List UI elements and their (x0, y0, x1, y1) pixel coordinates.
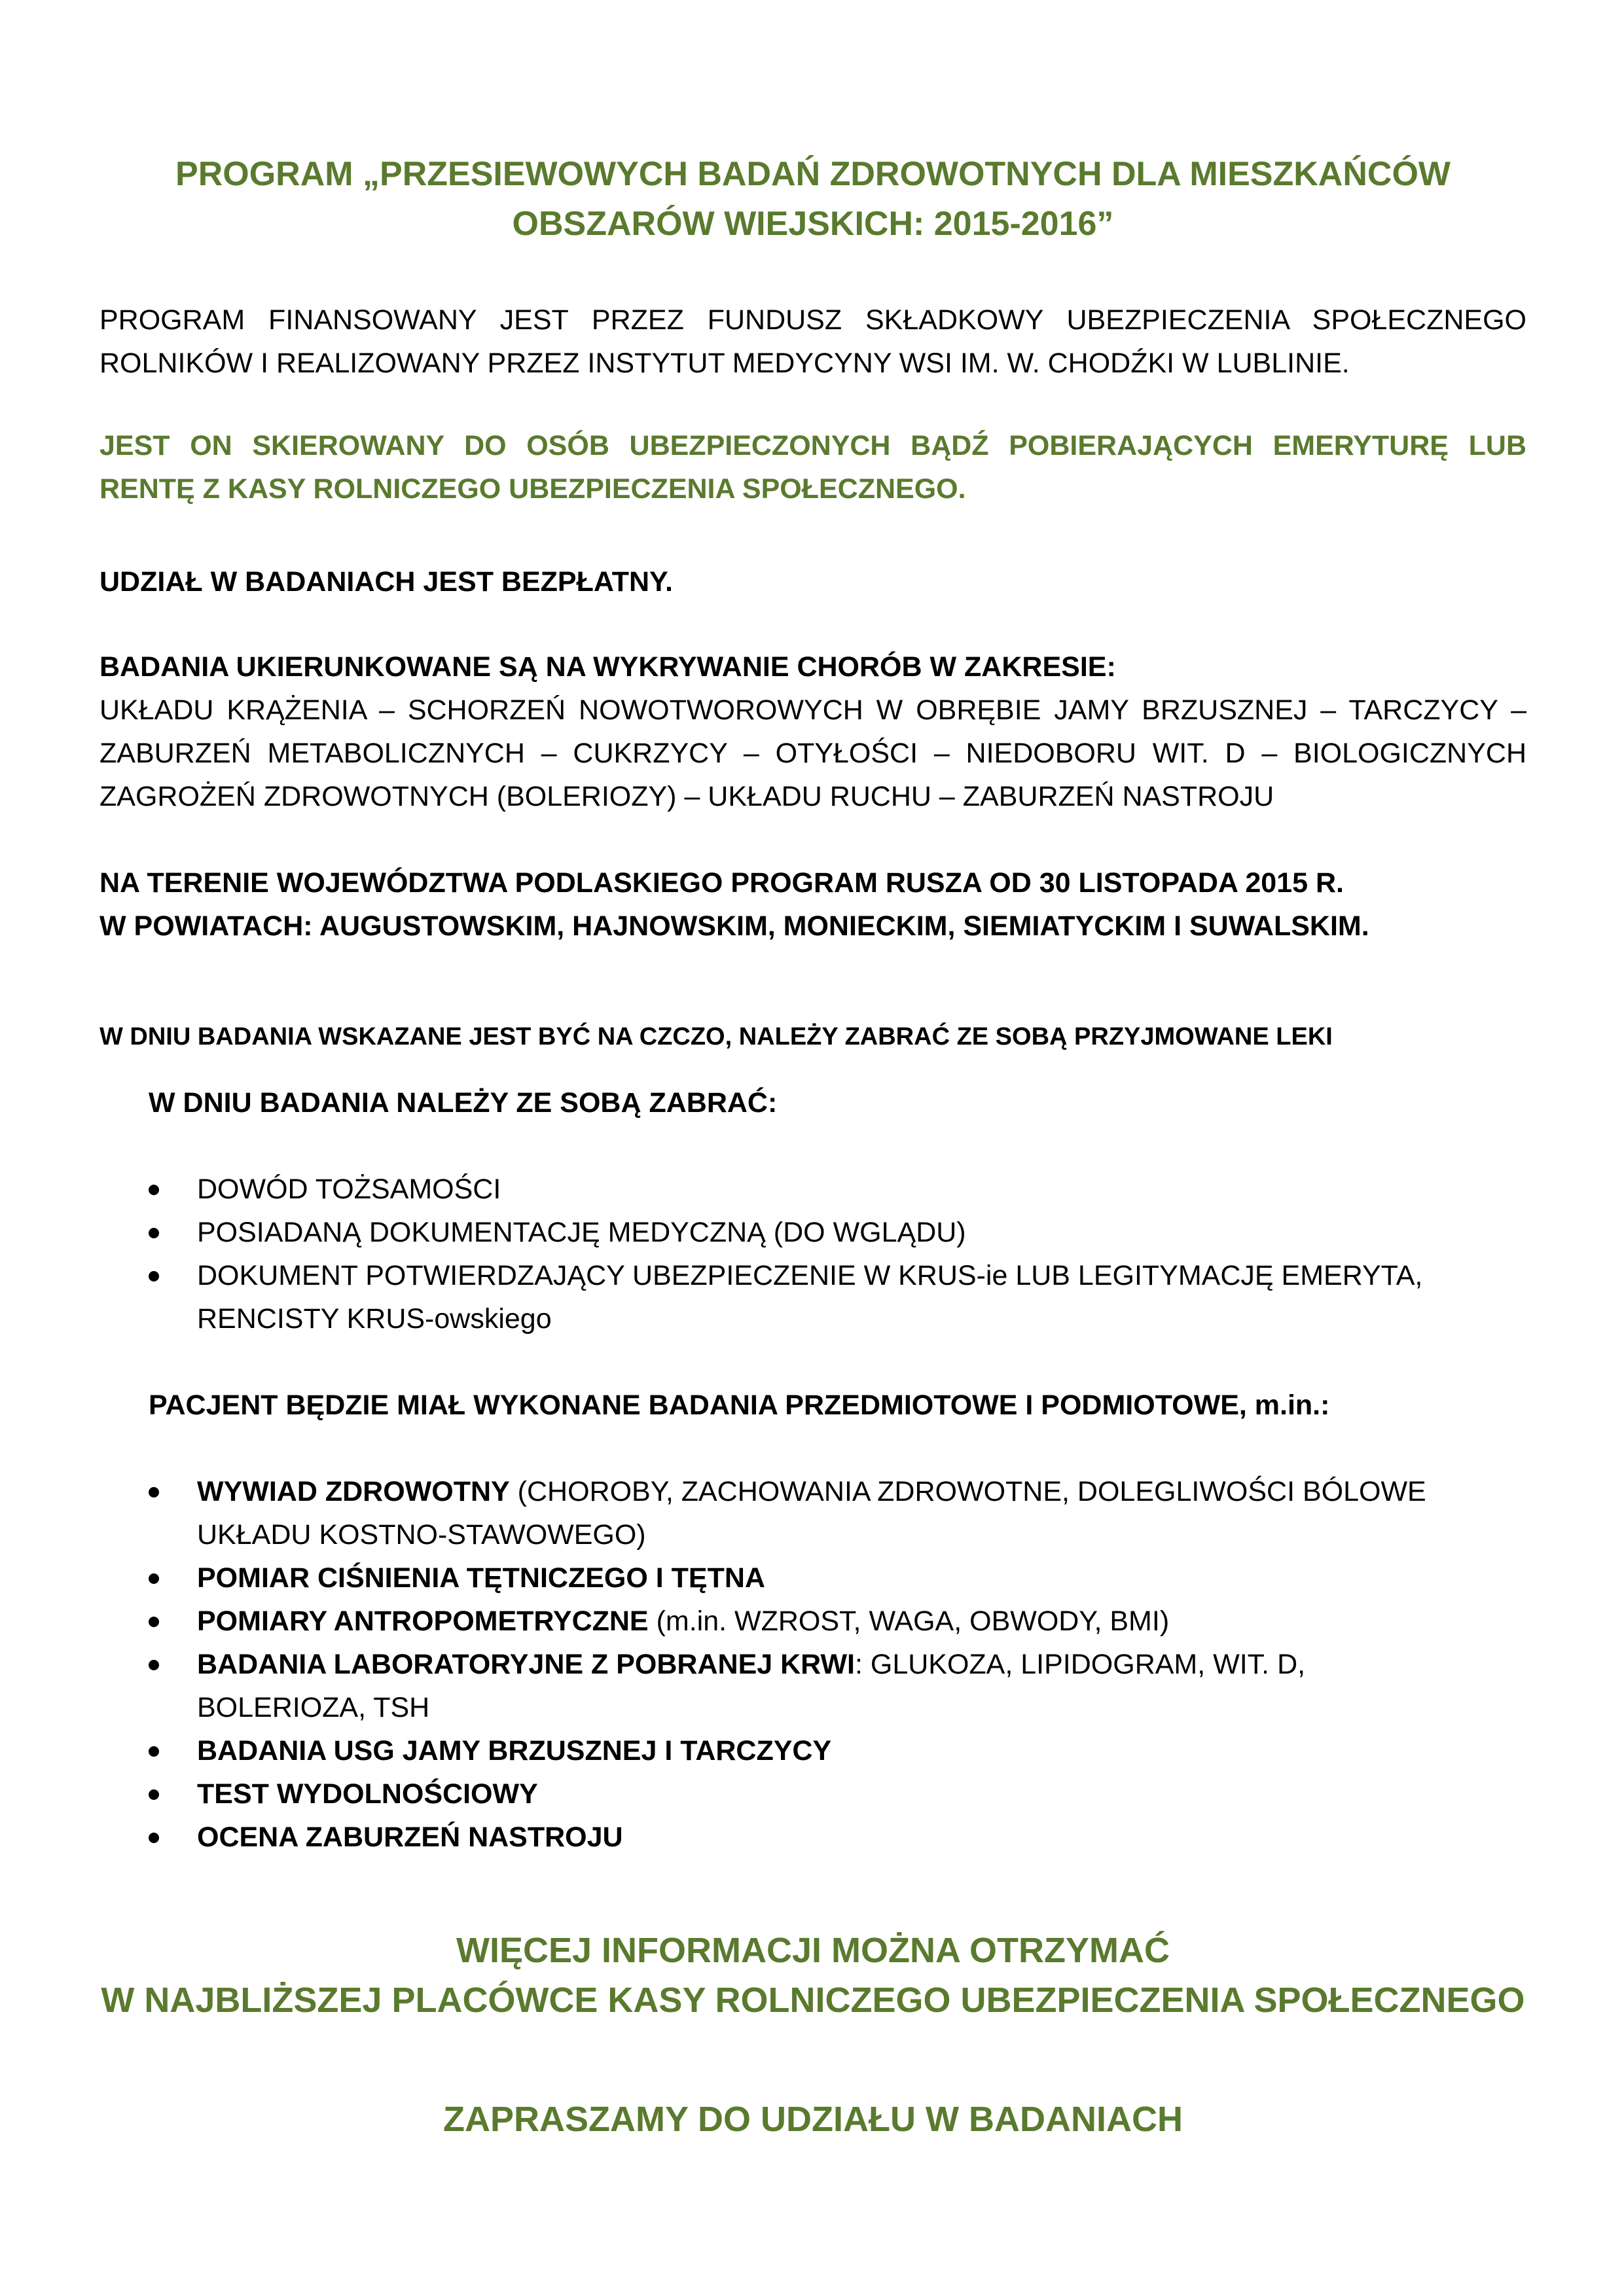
bullet-icon (149, 1789, 159, 1800)
diseases-heading: BADANIA UKIERUNKOWANE SĄ NA WYKRYWANIE CHORÓB W ZAKRESIE: (99, 651, 1116, 683)
list-item-text-continued: RENCISTY KRUS-owskiego (197, 1303, 552, 1335)
more-info-line-2: W NAJBLIŻSZEJ PLACÓWCE KASY ROLNICZEGO UBEZPIECZENIA SPOŁECZNEGO (101, 1981, 1525, 2020)
list-item-text: DOWÓD TOŻSAMOŚCI (197, 1174, 501, 1205)
target-paragraph (99, 424, 1526, 511)
region-line-1: NA TERENIE WOJEWÓDZTWA PODLASKIEGO PROGRAM RUSZA OD 30 LISTOPADA 2015 R. (99, 867, 1344, 899)
list-item-text: POSIADANĄ DOKUMENTACJĘ MEDYCZNĄ (DO WGLĄDU) (197, 1217, 966, 1248)
bring-heading: W DNIU BADANIA NALEŻY ZE SOBĄ ZABRAĆ: (149, 1087, 778, 1119)
diseases-line-1: UKŁADU KRĄŻENIA – SCHORZEŃ NOWOTWOROWYCH W OBRĘBIE JAMY BRZUSZNEJ – TARCZYCY – (99, 694, 1526, 726)
list-item (149, 1600, 1523, 1643)
bullet-icon (149, 1746, 159, 1757)
exams-list (149, 1470, 1523, 1859)
bullet-icon (149, 1617, 159, 1627)
list-item (149, 1643, 1523, 1729)
exam-name: BADANIA LABORATORYJNE Z POBRANEJ KRWI (197, 1649, 855, 1680)
exam-detail: : GLUKOZA, LIPIDOGRAM, WIT. D, (854, 1649, 1306, 1680)
exam-detail-continued: UKŁADU KOSTNO-STAWOWEGO) (197, 1519, 646, 1551)
list-item (149, 1211, 1523, 1254)
title-line-1: PROGRAM „PRZESIEWOWYCH BADAŃ ZDROWOTNYCH DLA MIESZKAŃCÓW (175, 155, 1451, 193)
list-item-text: DOKUMENT POTWIERDZAJĄCY UBEZPIECZENIE W KRUS-ie LUB LEGITYMACJĘ EMERYTA, (197, 1260, 1423, 1291)
diseases-line-3: ZAGROŻEŃ ZDROWOTNYCH (BOLERIOZY) – UKŁADU RUCHU – ZABURZEŃ NASTROJU (99, 781, 1274, 812)
exam-name: POMIAR CIŚNIENIA TĘTNICZEGO I TĘTNA (197, 1562, 765, 1594)
exam-name: POMIARY ANTROPOMETRYCZNE (197, 1605, 649, 1637)
free-participation: UDZIAŁ W BADANIACH JEST BEZPŁATNY. (99, 566, 673, 598)
bullet-icon (149, 1573, 159, 1584)
bullet-icon (149, 1487, 159, 1498)
exams-heading: PACJENT BĘDZIE MIAŁ WYKONANE BADANIA PRZEDMIOTOWE I PODMIOTOWE, m.in.: (149, 1390, 1330, 1421)
exam-detail: (m.in. WZROST, WAGA, OBWODY, BMI) (648, 1605, 1170, 1637)
diseases-paragraph (99, 645, 1526, 818)
diseases-line-2: ZABURZEŃ METABOLICZNYCH – CUKRZYCY – OTYŁOŚCI – NIEDOBORU WIT. D – BIOLOGICZNYCH (99, 738, 1526, 769)
exam-name: TEST WYDOLNOŚCIOWY (197, 1778, 538, 1810)
document-title (99, 149, 1526, 249)
list-item (149, 1168, 1523, 1211)
bullet-icon (149, 1185, 159, 1195)
funding-line-1: PROGRAM FINANSOWANY JEST PRZEZ FUNDUSZ SKŁADKOWY UBEZPIECZENIA SPOŁECZNEGO (99, 304, 1526, 336)
list-item (149, 1254, 1523, 1340)
more-info (99, 1926, 1526, 2025)
list-item (149, 1729, 1523, 1772)
bullet-icon (149, 1660, 159, 1670)
bullet-icon (149, 1271, 159, 1282)
region-paragraph (99, 861, 1526, 948)
list-item (149, 1470, 1523, 1556)
target-line-1: JEST ON SKIEROWANY DO OSÓB UBEZPIECZONYCH BĄDŹ POBIERAJĄCYCH EMERYTURĘ LUB (99, 430, 1526, 461)
exam-name: BADANIA USG JAMY BRZUSZNEJ I TARCZYCY (197, 1735, 832, 1767)
list-item (149, 1816, 1523, 1859)
exam-name: OCENA ZABURZEŃ NASTROJU (197, 1821, 623, 1853)
exam-name: WYWIAD ZDROWOTNY (197, 1476, 510, 1507)
list-item (149, 1772, 1523, 1816)
bullet-icon (149, 1228, 159, 1238)
target-line-2: RENTĘ Z KASY ROLNICZEGO UBEZPIECZENIA SPOŁECZNEGO. (99, 473, 966, 505)
bring-list (149, 1168, 1523, 1340)
exam-detail: (CHOROBY, ZACHOWANIA ZDROWOTNE, DOLEGLIWOŚCI BÓLOWE (509, 1476, 1426, 1507)
more-info-line-1: WIĘCEJ INFORMACJI MOŻNA OTRZYMAĆ (456, 1931, 1170, 1970)
funding-paragraph (99, 298, 1526, 385)
title-line-2: OBSZARÓW WIEJSKICH: 2015-2016” (512, 205, 1114, 243)
exam-detail-continued: BOLERIOZA, TSH (197, 1692, 430, 1723)
funding-line-2: ROLNIKÓW I REALIZOWANY PRZEZ INSTYTUT MEDYCYNY WSI IM. W. CHODŹKI W LUBLINIE. (99, 348, 1350, 379)
invitation: ZAPRASZAMY DO UDZIAŁU W BADANIACH (443, 2100, 1183, 2139)
region-line-2: W POWIATACH: AUGUSTOWSKIM, HAJNOWSKIM, MONIECKIM, SIEMIATYCKIM I SUWALSKIM. (99, 910, 1369, 942)
list-item (149, 1556, 1523, 1600)
bullet-icon (149, 1833, 159, 1843)
fasting-note: W DNIU BADANIA WSKAZANE JEST BYĆ NA CZCZO, NALEŻY ZABRAĆ ZE SOBĄ PRZYJMOWANE LEKI (99, 1023, 1333, 1050)
